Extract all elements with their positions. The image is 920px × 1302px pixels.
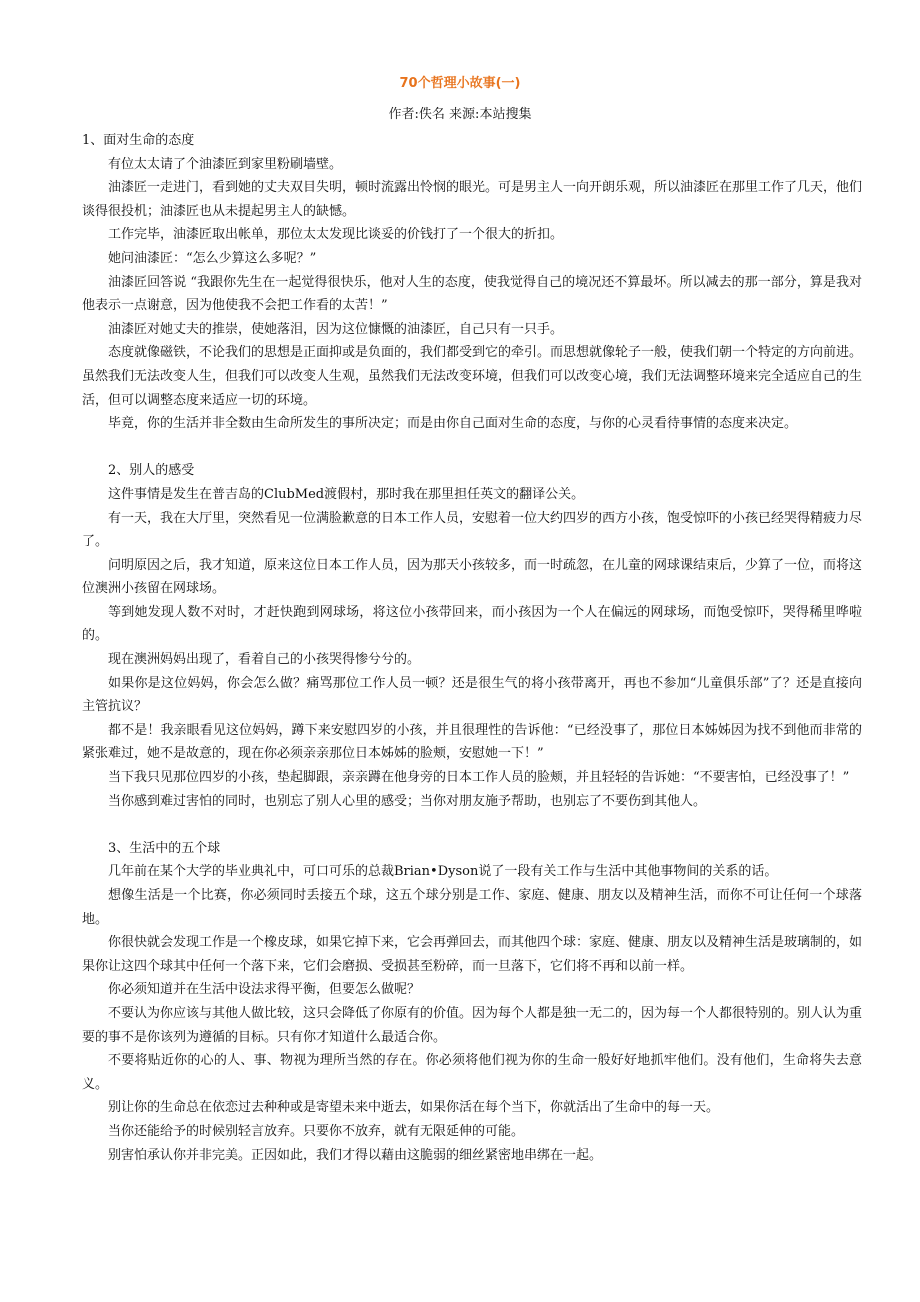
paragraph: 当下我只见那位四岁的小孩，垫起脚跟，亲亲蹲在他身旁的日本工作人员的脸颊，并且轻轻的告诉她：“不要害怕，已经没事了！” — [108, 770, 850, 786]
paragraph: 工作完毕，油漆匠取出帐单，那位太太发现比谈妥的价钱打了一个很大的折扣。 — [108, 227, 564, 243]
paragraph: 当你还能给予的时候别轻言放弃。只要你不放弃，就有无限延伸的可能。 — [108, 1123, 525, 1139]
paragraph: 不要将贴近你的心的人、事、物视为理所当然的存在。你必须将他们视为你的生命一般好好地抓牢他们。没有他们，生命将失去意义。 — [82, 1053, 862, 1092]
section-heading: 2、别人的感受 — [108, 463, 195, 479]
paragraph: 如果你是这位妈妈，你会怎么做？痛骂那位工作人员一顿？还是很生气的将小孩带离开，再也不参加“儿童俱乐部”了？还是直接向主管抗议？ — [82, 675, 862, 715]
paragraph: 别害怕承认你并非完美。正因如此，我们才得以藉由这脆弱的细丝紧密地串绑在一起。 — [108, 1147, 603, 1163]
section-heading: 3、生活中的五个球 — [108, 840, 221, 856]
paragraph: 你很快就会发现工作是一个橡皮球，如果它掉下来，它会再弹回去，而其他四个球：家庭、健康、朋友以及精神生活是玻璃制的，如果你让这四个球其中任何一个落下来，它们会磨损、受损甚至粉碎，而一旦落下，它们将不再和以前一样。 — [82, 935, 863, 974]
document-title: 70个哲理小故事(一) — [399, 76, 521, 91]
section-spacer — [82, 436, 862, 460]
paragraph: 有位太太请了个油漆匠到家里粉刷墙壁。 — [108, 156, 343, 172]
paragraph: 有一天，我在大厅里，突然看见一位满脸歉意的日本工作人员，安慰着一位大约四岁的西方小孩，饱受惊吓的小孩已经哭得精疲力尽了。 — [82, 510, 863, 550]
paragraph: 不要认为你应该与其他人做比较，这只会降低了你原有的价值。因为每个人都是独一无二的，因为每一个人都很特别的。别人认为重要的事不是你该列为遵循的目标。只有你才知道什么最适合你。 — [82, 1005, 863, 1045]
paragraph: 都不是！我亲眼看见这位妈妈，蹲下来安慰四岁的小孩，并且很理性的告诉他：“已经没事了，那位日本姊姊因为找不到他而非常的紧张难过，她不是故意的，现在你必须亲亲那位日本姊姊的脸颊，安慰她一下！” — [82, 722, 862, 762]
paragraph: 别让你的生命总在依恋过去种种或是寄望未来中逝去，如果你活在每个当下，你就活出了生命中的每一天。 — [108, 1100, 720, 1116]
paragraph: 她问油漆匠：“怎么少算这么多呢？” — [108, 250, 317, 266]
paragraph: 几年前在某个大学的毕业典礼中，可口可乐的总裁Brian•Dyson说了一段有关工作与生活中其他事物间的关系的话。 — [108, 864, 778, 880]
paragraph: 态度就像磁铁，不论我们的思想是正面抑或是负面的，我们都受到它的牵引。而思想就像轮子一般，使我们朝一个特定的方向前进。虽然我们无法改变人生，但我们可以改变人生观，虽然我们无法改变环境，但我们可以改变心境，我们无法调整环境来完全适应自己的生活，但可以调整态度来适应一切的环境。 — [82, 345, 863, 408]
paragraph: 油漆匠回答说 “我跟你先生在一起觉得很快乐，他对人生的态度，使我觉得自己的境况还不算最坏。所以减去的那一部分，算是我对他表示一点谢意，因为他使我不会把工作看的太苦！” — [82, 274, 862, 314]
document-meta: 作者:佚名 来源:本站搜集 — [388, 107, 532, 122]
paragraph: 想像生活是一个比赛，你必须同时丢接五个球，这五个球分别是工作、家庭、健康、朋友以及精神生活，而你不可让任何一个球落地。 — [82, 888, 862, 927]
paragraph: 你必须知道并在生活中设法求得平衡，但要怎么做呢？ — [108, 982, 421, 998]
paragraph: 这件事情是发生在普吉岛的ClubMed渡假村，那时我在那里担任英文的翻译公关。 — [108, 486, 585, 502]
paragraph: 现在澳洲妈妈出现了，看着自己的小孩哭得惨兮兮的。 — [108, 652, 421, 668]
section-spacer — [82, 813, 862, 837]
paragraph: 问明原因之后，我才知道，原来这位日本工作人员，因为那天小孩较多，而一时疏忽，在儿童的网球课结束后，少算了一位，而将这位澳洲小孩留在网球场。 — [82, 557, 863, 597]
paragraph: 毕竟，你的生活并非全数由生命所发生的事所决定；而是由你自己面对生命的态度，与你的心灵看待事情的态度来决定。 — [108, 416, 798, 432]
document-body — [82, 129, 862, 1167]
paragraph: 等到她发现人数不对时，才赶快跑到网球场，将这位小孩带回来，而小孩因为一个人在偏远的网球场，而饱受惊吓，哭得稀里哗啦的。 — [82, 604, 862, 644]
section-heading: 1、面对生命的态度 — [82, 133, 195, 148]
paragraph: 油漆匠对她丈夫的推崇，使她落泪，因为这位慷慨的油漆匠，自己只有一只手。 — [108, 321, 564, 337]
paragraph: 当你感到难过害怕的同时，也别忘了别人心里的感受；当你对朋友施予帮助，也别忘了不要伤到其他人。 — [108, 793, 707, 809]
paragraph: 油漆匠一走进门，看到她的丈夫双目失明，顿时流露出怜悯的眼光。可是男主人一向开朗乐观，所以油漆匠在那里工作了几天，他们谈得很投机；油漆匠也从未提起男主人的缺憾。 — [82, 180, 863, 219]
